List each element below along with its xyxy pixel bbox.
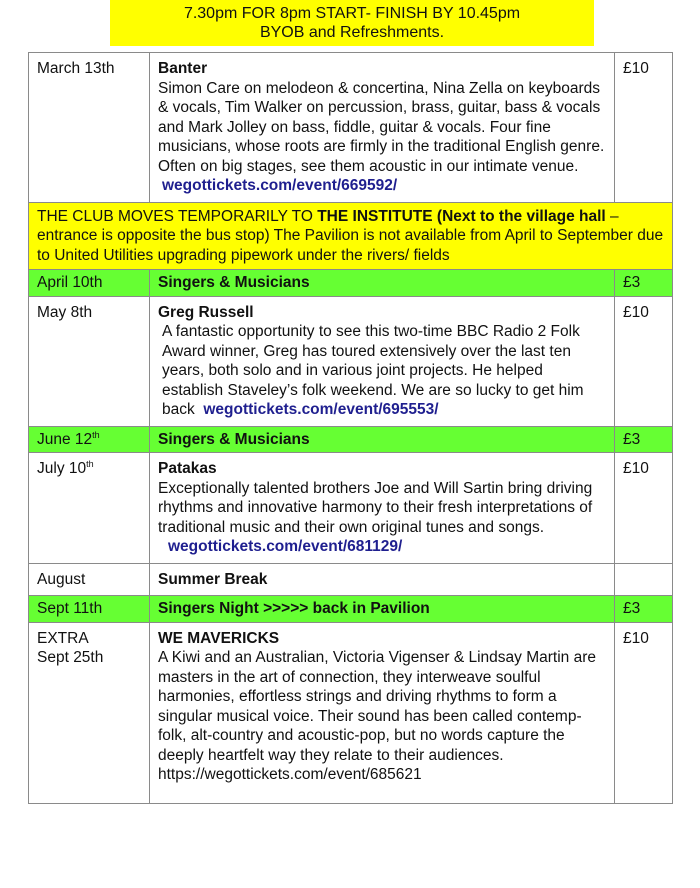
- ticket-link[interactable]: wegottickets.com/event/681129/: [168, 538, 403, 555]
- event-details: [150, 296, 615, 426]
- date-suffix: th: [92, 429, 100, 440]
- event-date: March 13th: [29, 53, 150, 203]
- date-extra-label: EXTRA: [37, 629, 89, 647]
- times-banner: [110, 0, 594, 46]
- event-price: £3: [615, 270, 673, 297]
- event-price: [615, 563, 673, 596]
- event-title: Singers Night >>>>> back in Pavilion: [150, 596, 615, 623]
- date-main: July 10: [37, 460, 87, 477]
- event-description: Exceptionally talented brothers Joe and Will Sartin bring driving rhythms and innovative harmony to their fresh interpretations of traditional music and their own original tunes and songs.: [158, 479, 593, 536]
- venue-notice-row: [29, 202, 673, 270]
- event-details: [150, 622, 615, 803]
- event-row-we-mavericks: [29, 622, 673, 803]
- event-price: £10: [615, 453, 673, 564]
- event-title: Banter: [158, 60, 208, 77]
- ticket-link[interactable]: wegottickets.com/event/695553/: [203, 401, 439, 418]
- ticket-link[interactable]: wegottickets.com/event/669592/: [162, 177, 398, 194]
- ticket-link[interactable]: https://wegottickets.com/event/685621: [158, 766, 422, 783]
- notice-text-pre: THE CLUB MOVES TEMPORARILY TO: [37, 207, 318, 225]
- event-row-banter: [29, 53, 673, 203]
- event-row-singers-sept: [29, 596, 673, 623]
- event-price: £10: [615, 622, 673, 803]
- event-date: [29, 426, 150, 453]
- notice-text-post: – entrance is opposite the bus stop) The Pavilion is not available from April to September due to United Utilities upgrading pipework under the rivers/ fields: [37, 207, 664, 264]
- venue-notice: [29, 202, 673, 270]
- event-date: May 8th: [29, 296, 150, 426]
- event-details: [150, 53, 615, 203]
- event-row-patakas: [29, 453, 673, 564]
- event-title: Patakas: [158, 460, 217, 477]
- date-main: June 12: [37, 430, 93, 448]
- event-title: Singers & Musicians: [150, 270, 615, 297]
- notice-text-bold: THE INSTITUTE (Next to the village hall: [317, 207, 606, 225]
- byob-note: BYOB and Refreshments.: [259, 24, 445, 41]
- event-details: [150, 453, 615, 564]
- start-times: 7.30pm FOR 8pm START- FINISH BY 10.45pm: [183, 5, 521, 22]
- event-row-greg-russell: [29, 296, 673, 426]
- event-title: WE MAVERICKS: [158, 629, 280, 647]
- event-title: Summer Break: [150, 563, 615, 596]
- date-suffix: th: [86, 458, 94, 469]
- event-price: £3: [615, 596, 673, 623]
- event-title: Greg Russell: [158, 303, 254, 321]
- event-price: £3: [615, 426, 673, 453]
- event-row-singers-april: [29, 270, 673, 297]
- event-date: August: [29, 563, 150, 596]
- programme-table: [28, 52, 673, 804]
- event-row-summer-break: [29, 563, 673, 596]
- event-date: [29, 622, 150, 803]
- date-main: Sept 25th: [37, 649, 104, 666]
- event-date: Sept 11th: [29, 596, 150, 623]
- event-row-singers-june: [29, 426, 673, 453]
- event-description: A fantastic opportunity to see this two-time BBC Radio 2 Folk Award winner, Greg has toured extensively over the last ten years, both solo and in various joint projects. He helped establish Staveley’s folk weekend. We are so lucky to get him back: [162, 323, 584, 418]
- event-price: £10: [615, 53, 673, 203]
- event-description: Simon Care on melodeon & concertina, Nina Zella on keyboards & vocals, Tim Walker on percussion, brass, guitar, bass & vocals and Mark Jolley on bass, fiddle, guitar & vocals. Four fine musicians, whose roots are firmly in the traditional English genre. Often on big stages, see them acoustic in our intimate venue.: [158, 79, 605, 175]
- event-title: Singers & Musicians: [150, 426, 615, 453]
- event-date: April 10th: [29, 270, 150, 297]
- event-date: [29, 453, 150, 564]
- event-price: £10: [615, 296, 673, 426]
- event-description: A Kiwi and an Australian, Victoria Vigenser & Lindsay Martin are masters in the art of connection, they interweave soulful harmonies, effortless strings and driving rhythms to form a singular musical voice. Their sound has been called contemp-folk, alt-country and acoustic-pop, but no words capture the deeply heartfelt way they relate to their audiences.: [158, 649, 596, 764]
